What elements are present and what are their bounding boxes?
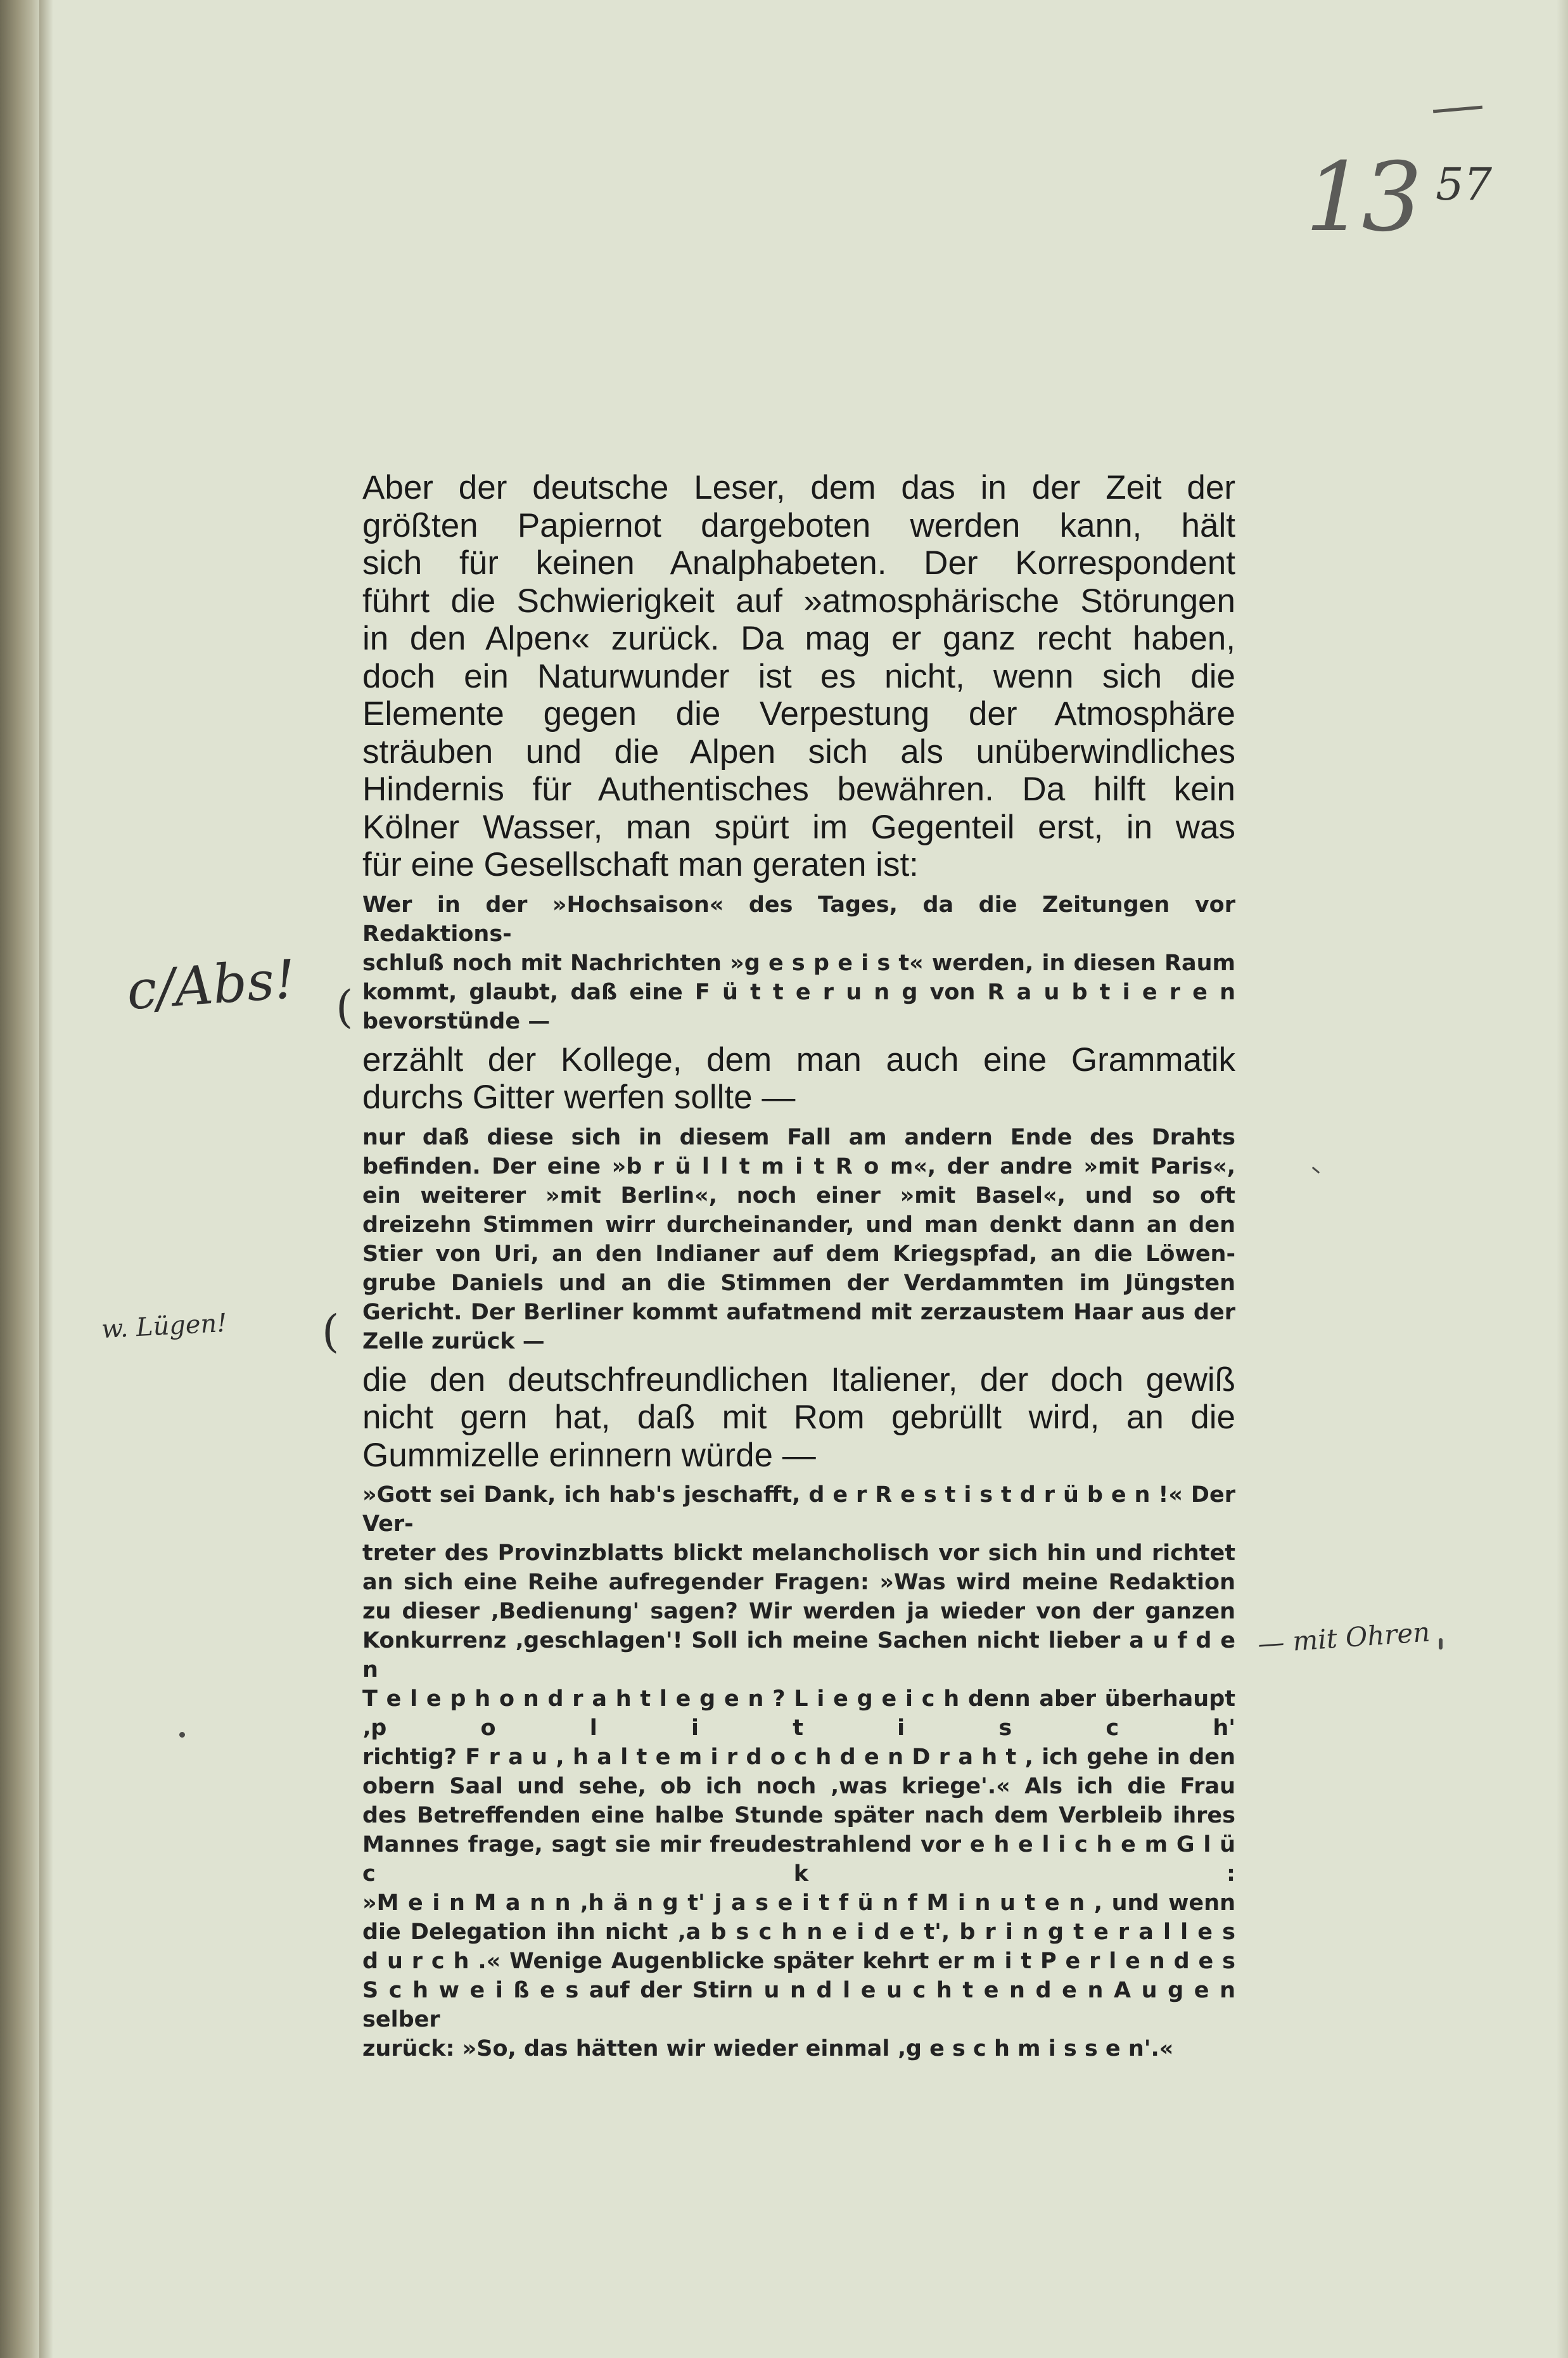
quote-line: obern Saal und sehe, ob ich noch ‚was kriege'.« Als ich die Frau (362, 1774, 1235, 1799)
paragraph-1 (362, 469, 1235, 884)
page-edge (1557, 0, 1568, 2358)
quote-line: schluß noch mit Nachrichten »g e s p e i s t« werden, in diesen Raum (362, 950, 1235, 976)
quote-line: T e l e p h o n d r a h t l e g e n ? L i e g e i c h denn aber überhaupt ‚p o l i t i s c h' (362, 1686, 1235, 1741)
paragraph-2 (362, 1041, 1235, 1117)
quote-line: dreizehn Stimmen wirr durcheinander, und man denkt dann an den (362, 1212, 1235, 1238)
ink-mark (1312, 1167, 1320, 1174)
text-line: doch ein Naturwunder ist es nicht, wenn sich die (362, 657, 1235, 695)
quote-line: befinden. Der eine »b r ü l l t m i t R o m«, der andre »mit Paris«, (362, 1153, 1235, 1179)
margin-note-3: — mit Ohren (1256, 1616, 1431, 1660)
ink-dot (179, 1732, 185, 1738)
text-line: größten Papiernot dargeboten werden kann, hält (362, 506, 1235, 544)
quote-line: nur daß diese sich in diesem Fall am andern Ende des Drahts (362, 1124, 1235, 1150)
quote-line: Wer in der »Hochsaison« des Tages, da die Zeitungen vor Redaktions- (362, 892, 1235, 947)
quotation-1 (362, 890, 1235, 1036)
quote-line: »Gott sei Dank, ich hab's jeschafft, d e r R e s t i s t d r ü b e n !« Der Ver- (362, 1482, 1235, 1537)
text-line: Gummizelle erinnern würde — (362, 1436, 816, 1474)
quote-line: Konkurrenz ‚geschlagen'! Soll ich meine Sachen nicht lieber a u f d e n (362, 1628, 1235, 1682)
text-line: nicht gern hat, daß mit Rom gebrüllt wird, an die (362, 1399, 1235, 1436)
quote-line: Zelle zurück — (362, 1328, 545, 1354)
quote-line: richtig? F r a u , h a l t e m i r d o c h d e n D r a h t , ich gehe in den (362, 1745, 1235, 1770)
folio-dash-mark (1433, 106, 1482, 113)
quote-line: grube Daniels und an die Stimmen der Verdammten im Jüngsten (362, 1270, 1235, 1296)
text-line: führt die Schwierigkeit auf »atmosphärische Störungen (362, 582, 1235, 620)
text-line: sträuben und die Alpen sich als unüberwindliches (362, 733, 1235, 771)
quotation-2 (362, 1123, 1235, 1356)
quotation-3 (362, 1480, 1235, 2063)
margin-note-1: c/Abs! (124, 947, 298, 1022)
text-line: Hindernis für Authentisches bewähren. Da hilft kein (362, 771, 1235, 808)
quote-line: Stier von Uri, an den Indianer auf dem Kriegspfad, an die Löwen- (362, 1241, 1235, 1267)
handwritten-page-number: 57 (1436, 158, 1493, 210)
quote-line: »M e i n M a n n ‚h ä n g t' j a s e i t f ü n f M i n u t e n , und wenn (362, 1890, 1235, 1916)
text-line: Aber der deutsche Leser, dem das in der Zeit der (362, 469, 1235, 506)
text-line: in den Alpen« zurück. Da mag er ganz recht haben, (362, 620, 1235, 657)
text-line: sich für keinen Analphabeten. Der Korrespondent (362, 544, 1235, 582)
text-line: erzählt der Kollege, dem man auch eine Grammatik (362, 1041, 1235, 1079)
quote-line: S c h w e i ß e s auf der Stirn u n d l e u c h t e n d e n A u g e n selber (362, 1978, 1235, 2032)
quote-line: Gericht. Der Berliner kommt aufatmend mit zerzaustem Haar aus der (362, 1299, 1235, 1325)
text-line: durchs Gitter werfen sollte — (362, 1079, 796, 1116)
quote-line: kommt, glaubt, daß eine F ü t t e r u n g von R a u b t i e r e n (362, 979, 1235, 1005)
margin-bracket-1: ( (336, 981, 354, 1033)
book-binding (0, 0, 39, 2358)
quote-line: an sich eine Reihe aufregender Fragen: »Was wird meine Redaktion (362, 1570, 1235, 1595)
quote-line: ein weiterer »mit Berlin«, noch einer »mit Basel«, und so oft (362, 1182, 1235, 1208)
quote-line: zu dieser ‚Bedienung' sagen? Wir werden ja wieder von der ganzen (362, 1599, 1235, 1624)
text-line: Elemente gegen die Verpestung der Atmosphäre (362, 695, 1235, 733)
margin-note-2: w. Lügen! (100, 1308, 228, 1345)
ink-tick (1439, 1638, 1443, 1650)
quote-line: treter des Provinzblatts blickt melancholisch vor sich hin und richtet (362, 1541, 1235, 1566)
handwritten-folio-number: 13 (1305, 143, 1418, 253)
paragraph-3 (362, 1361, 1235, 1475)
quote-line: d u r c h .« Wenige Augenblicke später kehrt er m i t P e r l e n d e s (362, 1949, 1235, 1974)
text-line: für eine Gesellschaft man geraten ist: (362, 846, 919, 883)
text-line: Kölner Wasser, man spürt im Gegenteil erst, in was (362, 808, 1235, 846)
quote-line: des Betreffenden eine halbe Stunde später nach dem Verbleib ihres (362, 1803, 1235, 1828)
quote-line: bevorstünde — (362, 1008, 551, 1034)
quote-line: die Delegation ihn nicht ‚a b s c h n e i d e t', b r i n g t e r a l l e s (362, 1919, 1235, 1945)
quote-line: Mannes frage, sagt sie mir freudestrahlend vor e h e l i c h e m G l ü c k : (362, 1832, 1235, 1887)
margin-bracket-2: ( (322, 1305, 340, 1357)
text-line: die den deutschfreundlichen Italiener, der doch gewiß (362, 1361, 1235, 1399)
quote-line: zurück: »So, das hätten wir wieder einmal ‚g e s c h m i s s e n'.« (362, 2036, 1174, 2061)
text-column (362, 469, 1235, 2063)
binding-shadow (39, 0, 53, 2358)
